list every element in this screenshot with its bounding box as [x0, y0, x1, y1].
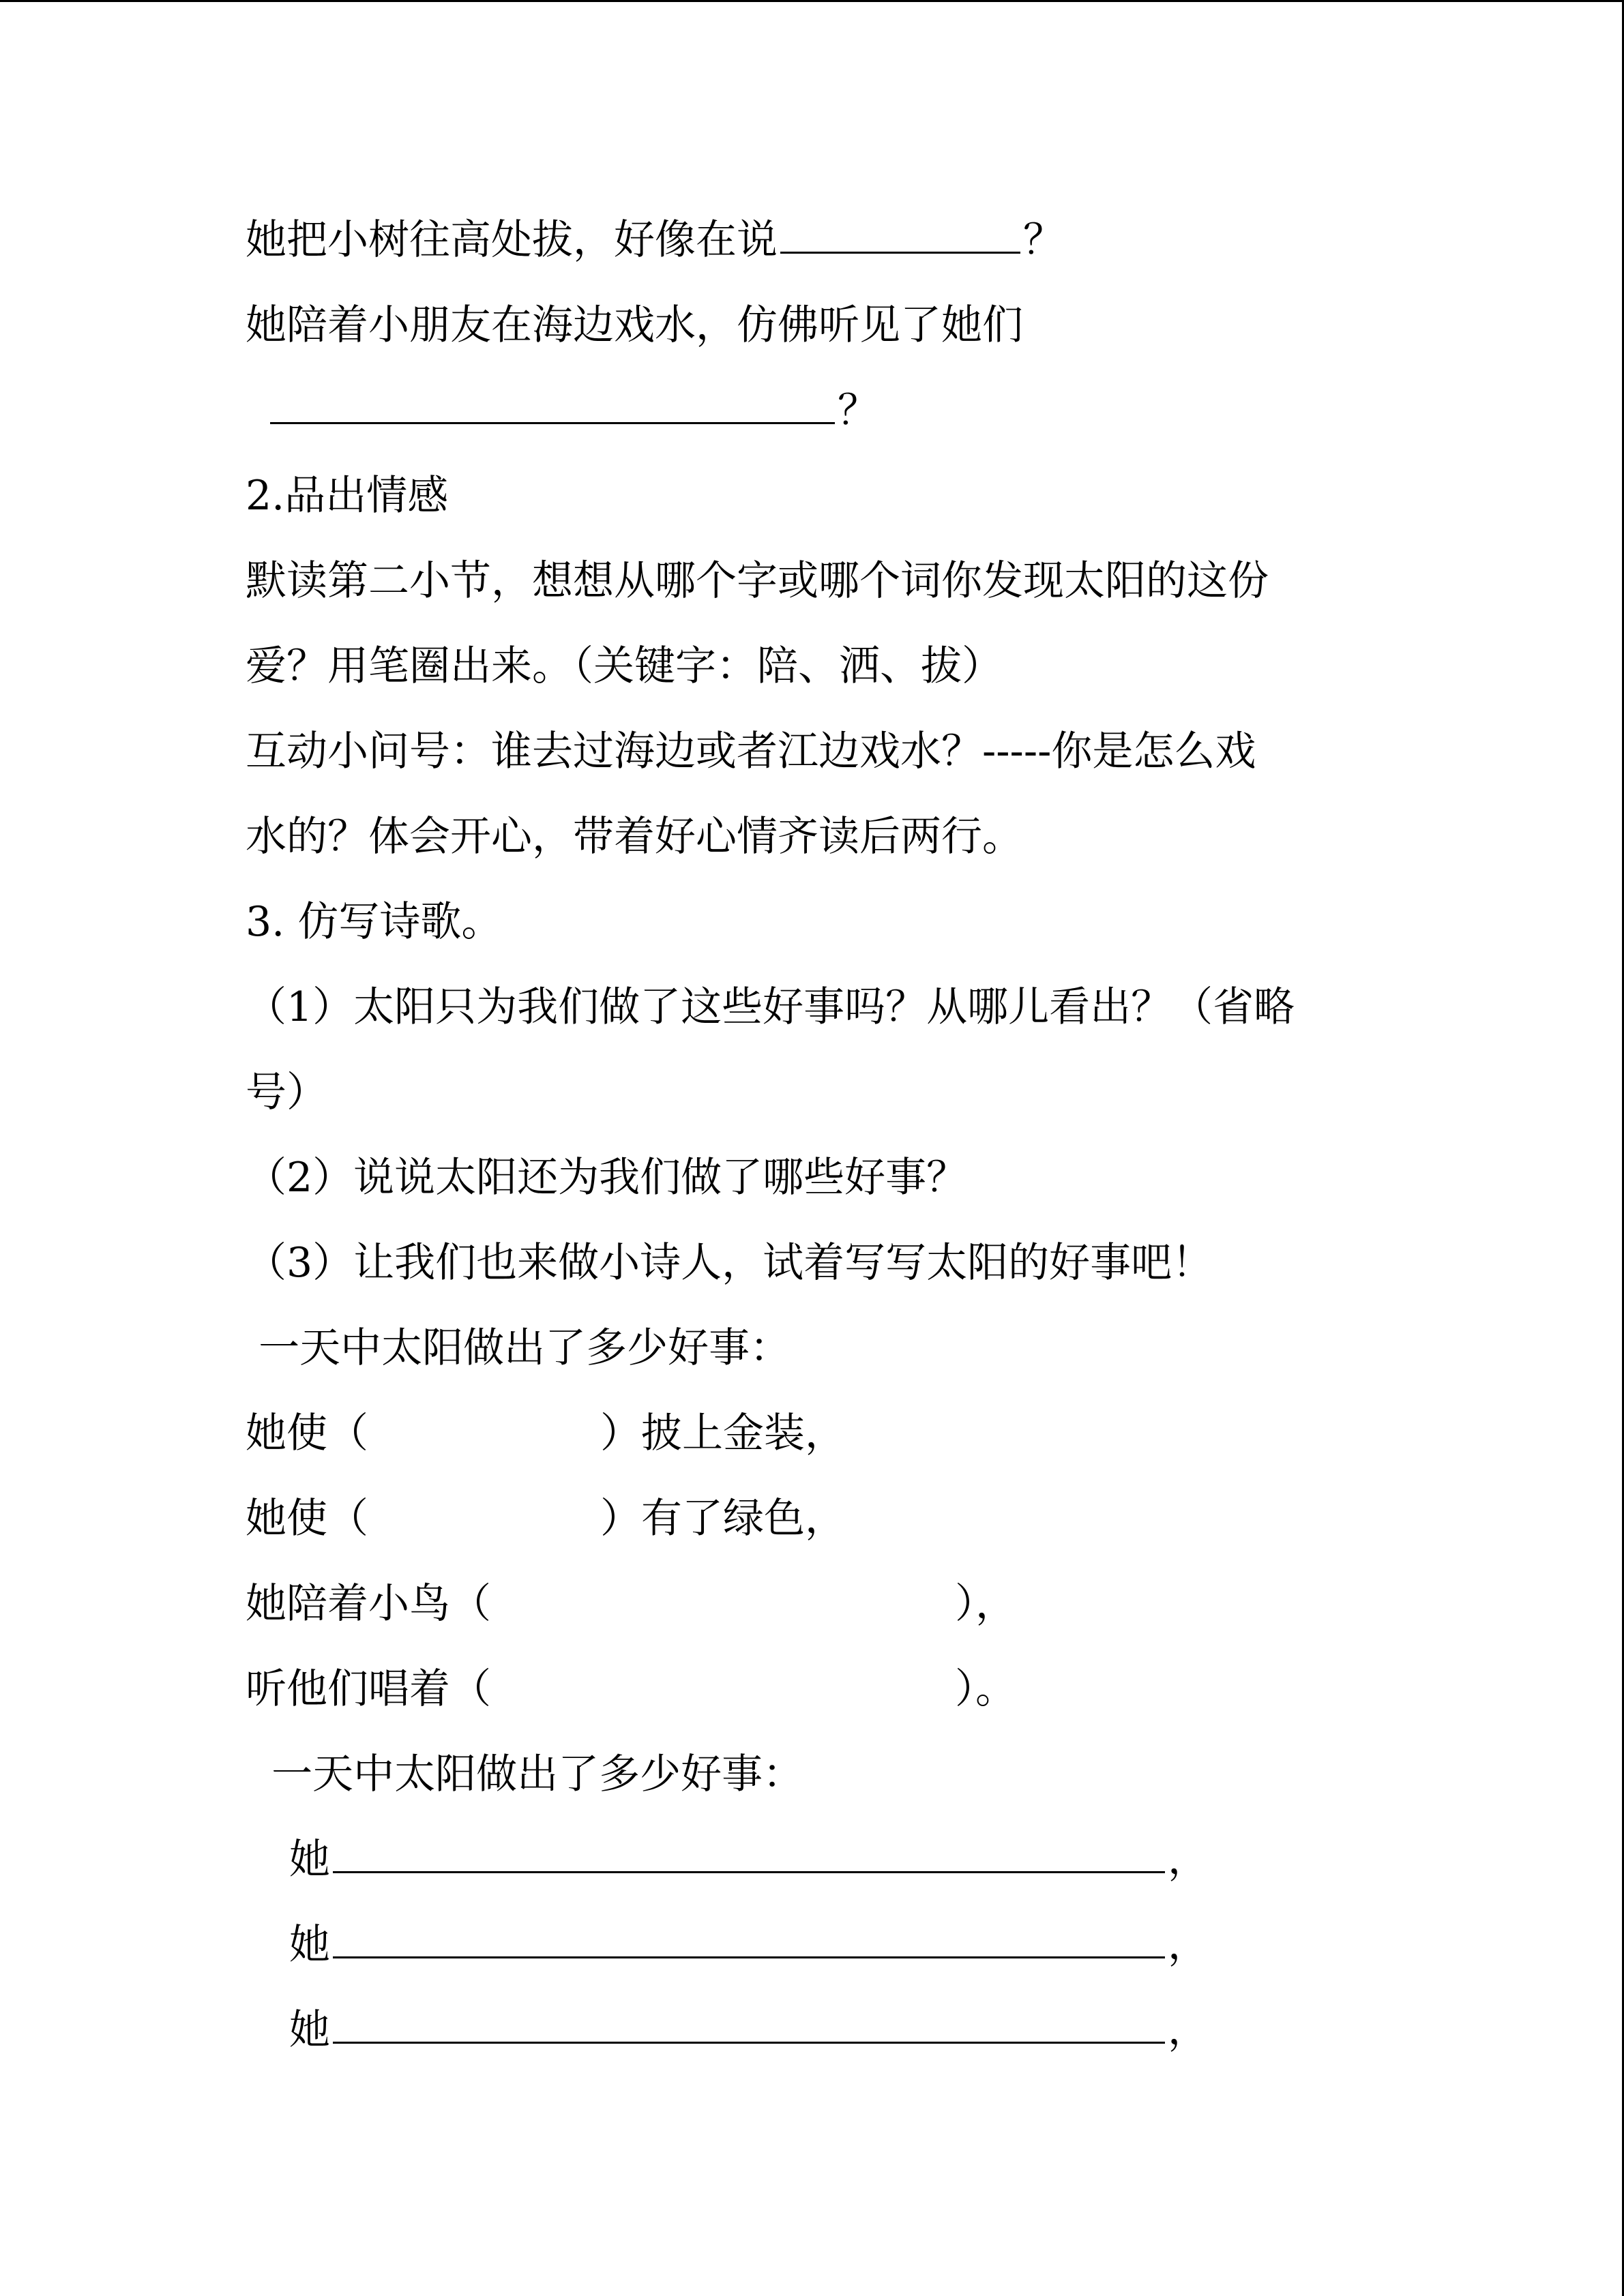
text-line-5 — [246, 554, 1269, 608]
line-text: 号） — [246, 1069, 327, 1116]
text-line-14 — [246, 1321, 791, 1375]
text-line-12 — [246, 1150, 967, 1205]
write-line-20 — [289, 1832, 1209, 1887]
write-line-21 — [289, 1918, 1209, 1972]
section-heading-2 — [246, 468, 448, 523]
line-text: 互动小问号：谁去过海边或者江边戏水？-----你是怎么戏 — [246, 728, 1256, 775]
fill-line-16 — [246, 1491, 846, 1546]
line-text: ， — [1168, 1836, 1209, 1883]
line-text: （2）说说太阳还为我们做了哪些好事？ — [246, 1154, 968, 1202]
text-line-13 — [246, 1236, 1213, 1290]
heading-text: 3. 仿写诗歌。 — [246, 898, 503, 946]
line-text: 爱？用笔圈出来。（关键字：陪、洒、拔） — [246, 642, 1003, 690]
answer-blank[interactable] — [333, 1921, 1165, 1958]
line-text: 她 — [289, 1836, 330, 1883]
line-text: 一天中太阳做出了多少好事： — [246, 1750, 804, 1798]
line-text: 她 — [289, 2006, 330, 2054]
line-text: 默读第二小节，想想从哪个字或哪个词你发现太阳的这份 — [246, 557, 1269, 605]
text-line-19 — [246, 1747, 803, 1802]
answer-blank[interactable] — [333, 1836, 1165, 1873]
answer-blank[interactable] — [333, 2006, 1165, 2044]
line-text: （1）太阳只为我们做了这些好事吗？从哪儿看出？（省略 — [246, 983, 1295, 1031]
line-text: ？ — [838, 387, 879, 434]
line-text: ）披上金装， — [600, 1410, 846, 1457]
text-line-11 — [246, 1065, 327, 1120]
fill-line-17 — [246, 1577, 1016, 1631]
line-text: 听他们唱着（ — [246, 1665, 491, 1713]
line-text: ， — [1168, 2006, 1209, 2054]
text-line-1 — [246, 213, 1064, 267]
line-text: 她使（ — [246, 1495, 368, 1542]
text-line-3 — [267, 383, 879, 438]
line-text: 她陪着小朋友在海边戏水，仿佛听见了她们 — [246, 301, 1023, 349]
heading-text: 2.品出情感 — [246, 472, 449, 520]
answer-blank[interactable] — [780, 216, 1020, 254]
text-line-6 — [246, 639, 1003, 694]
line-text: 她把小树往高处拔，好像在说 — [246, 216, 778, 264]
text-line-10 — [246, 980, 1295, 1034]
section-heading-3 — [246, 895, 502, 949]
answer-blank[interactable] — [270, 387, 835, 424]
fill-line-18 — [246, 1662, 1016, 1716]
line-text: 水的？体会开心，带着好心情齐读后两行。 — [246, 813, 1023, 861]
line-text: ， — [1168, 1921, 1209, 1969]
text-line-8 — [246, 809, 1023, 864]
write-line-22 — [289, 2003, 1209, 2057]
line-text: ）， — [955, 1580, 1016, 1628]
fill-line-15 — [246, 1406, 846, 1461]
line-text: 一天中太阳做出了多少好事： — [246, 1324, 791, 1372]
line-text: ？ — [1023, 216, 1064, 264]
line-text: ）有了绿色， — [600, 1495, 846, 1542]
line-text: 她使（ — [246, 1410, 368, 1457]
text-line-2 — [246, 298, 1023, 353]
line-text: （3）让我们也来做小诗人，试着写写太阳的好事吧！ — [246, 1239, 1213, 1287]
text-line-7 — [246, 724, 1256, 779]
line-text: 她 — [289, 1921, 330, 1969]
line-text: ）。 — [955, 1665, 1016, 1713]
line-text: 她陪着小鸟（ — [246, 1580, 491, 1628]
